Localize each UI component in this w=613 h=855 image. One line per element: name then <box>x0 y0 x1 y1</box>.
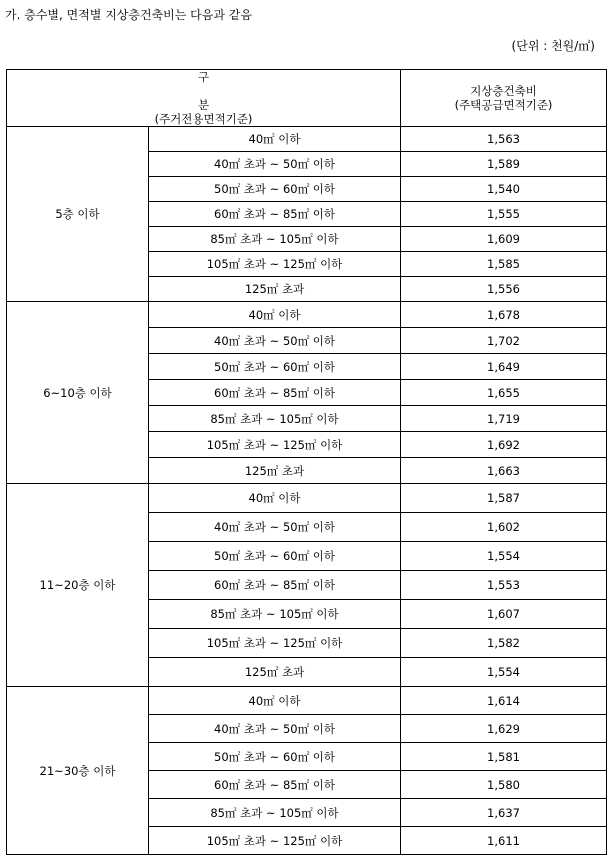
cost-value-cell: 1,540 <box>401 177 607 202</box>
cost-value-cell: 1,556 <box>401 277 607 302</box>
cost-value-cell: 1,607 <box>401 600 607 629</box>
cost-value-cell: 1,702 <box>401 328 607 354</box>
header-cost-basis: (주택공급면적기준) <box>454 98 553 112</box>
cost-value-cell: 1,602 <box>401 513 607 542</box>
area-range-cell: 40㎡ 이하 <box>149 127 401 152</box>
area-range-cell: 60㎡ 초과 ~ 85㎡ 이하 <box>149 202 401 227</box>
area-range-cell: 50㎡ 초과 ~ 60㎡ 이하 <box>149 177 401 202</box>
area-range-cell: 105㎡ 초과 ~ 125㎡ 이하 <box>149 432 401 458</box>
area-range-cell: 50㎡ 초과 ~ 60㎡ 이하 <box>149 354 401 380</box>
area-range-cell: 85㎡ 초과 ~ 105㎡ 이하 <box>149 406 401 432</box>
cost-value-cell: 1,554 <box>401 658 607 687</box>
header-category-label-b: 분 <box>197 98 210 112</box>
cost-value-cell: 1,581 <box>401 743 607 771</box>
area-range-cell: 85㎡ 초과 ~ 105㎡ 이하 <box>149 227 401 252</box>
cost-value-cell: 1,649 <box>401 354 607 380</box>
area-range-cell: 105㎡ 초과 ~ 125㎡ 이하 <box>149 827 401 855</box>
table-row <box>7 687 607 715</box>
floor-group-label: 21~30층 이하 <box>7 687 149 855</box>
cost-value-cell: 1,589 <box>401 152 607 177</box>
cost-value-cell: 1,580 <box>401 771 607 799</box>
cost-value-cell: 1,629 <box>401 715 607 743</box>
area-range-cell: 50㎡ 초과 ~ 60㎡ 이하 <box>149 542 401 571</box>
unit-note: (단위 : 천원/㎡) <box>511 39 595 53</box>
cost-value-cell: 1,609 <box>401 227 607 252</box>
table-row <box>7 302 607 328</box>
area-range-cell: 50㎡ 초과 ~ 60㎡ 이하 <box>149 743 401 771</box>
cost-value-cell: 1,692 <box>401 432 607 458</box>
cost-value-cell: 1,637 <box>401 799 607 827</box>
table-row <box>7 484 607 513</box>
area-range-cell: 40㎡ 초과 ~ 50㎡ 이하 <box>149 328 401 354</box>
construction-cost-table <box>6 69 607 855</box>
cost-value-cell: 1,563 <box>401 127 607 152</box>
area-range-cell: 40㎡ 이하 <box>149 302 401 328</box>
floor-group-label: 6~10층 이하 <box>7 302 149 484</box>
area-range-cell: 40㎡ 이하 <box>149 687 401 715</box>
cost-value-cell: 1,582 <box>401 629 607 658</box>
header-cost-cell <box>401 70 607 127</box>
cost-value-cell: 1,655 <box>401 380 607 406</box>
cost-value-cell: 1,663 <box>401 458 607 484</box>
area-range-cell: 125㎡ 초과 <box>149 658 401 687</box>
area-range-cell: 40㎡ 초과 ~ 50㎡ 이하 <box>149 513 401 542</box>
area-range-cell: 60㎡ 초과 ~ 85㎡ 이하 <box>149 771 401 799</box>
cost-value-cell: 1,555 <box>401 202 607 227</box>
area-range-cell: 85㎡ 초과 ~ 105㎡ 이하 <box>149 799 401 827</box>
cost-value-cell: 1,587 <box>401 484 607 513</box>
area-range-cell: 85㎡ 초과 ~ 105㎡ 이하 <box>149 600 401 629</box>
cost-value-cell: 1,585 <box>401 252 607 277</box>
area-range-cell: 40㎡ 초과 ~ 50㎡ 이하 <box>149 715 401 743</box>
area-range-cell: 60㎡ 초과 ~ 85㎡ 이하 <box>149 380 401 406</box>
header-category-basis: (주거전용면적기준) <box>154 112 253 126</box>
header-category-label-a: 구 <box>197 70 210 84</box>
table-row <box>7 127 607 152</box>
area-range-cell: 125㎡ 초과 <box>149 458 401 484</box>
cost-value-cell: 1,611 <box>401 827 607 855</box>
cost-value-cell: 1,554 <box>401 542 607 571</box>
area-range-cell: 40㎡ 이하 <box>149 484 401 513</box>
area-range-cell: 40㎡ 초과 ~ 50㎡ 이하 <box>149 152 401 177</box>
cost-value-cell: 1,614 <box>401 687 607 715</box>
area-range-cell: 125㎡ 초과 <box>149 277 401 302</box>
section-heading: 가. 층수별, 면적별 지상층건축비는 다음과 같음 <box>5 8 252 22</box>
cost-value-cell: 1,719 <box>401 406 607 432</box>
area-range-cell: 105㎡ 초과 ~ 125㎡ 이하 <box>149 252 401 277</box>
header-cost-label: 지상층건축비 <box>470 84 537 98</box>
floor-group-label: 5층 이하 <box>7 127 149 302</box>
area-range-cell: 105㎡ 초과 ~ 125㎡ 이하 <box>149 629 401 658</box>
floor-group-label: 11~20층 이하 <box>7 484 149 687</box>
table-header-row <box>7 70 607 127</box>
header-category-cell <box>7 70 401 127</box>
cost-value-cell: 1,553 <box>401 571 607 600</box>
cost-value-cell: 1,678 <box>401 302 607 328</box>
area-range-cell: 60㎡ 초과 ~ 85㎡ 이하 <box>149 571 401 600</box>
